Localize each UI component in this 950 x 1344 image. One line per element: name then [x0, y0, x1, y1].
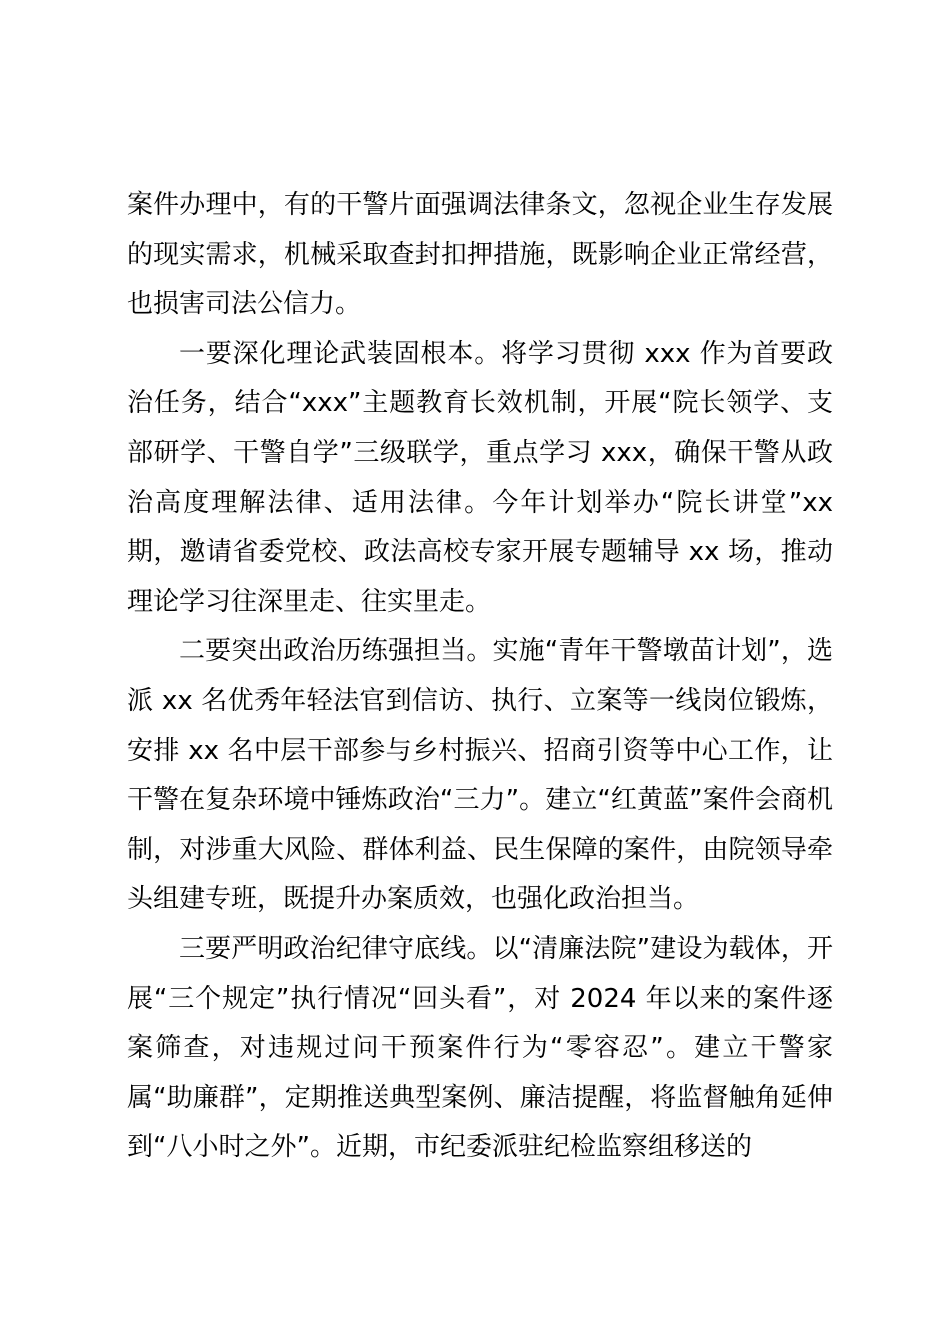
paragraph-political-discipline: 三要严明政治纪律守底线。以“清廉法院”建设为载体，开展“三个规定”执行情况“回头看”，对 2024 年以来的案件逐案筛查，对违规过问干预案件行为“零容忍”。建立干警家属“助廉群”，定期推送典型案例、廉洁提醒，将监督触角延伸到“八小时之外”。近期，市纪委派驻纪检监察组移送的 — [127, 933, 833, 1163]
document-body — [127, 181, 833, 1173]
paragraph-continuation: 案件办理中，有的干警片面强调法律条文，忽视企业生存发展的现实需求，机械采取查封扣押措施，既影响企业正常经营，也损害司法公信力。 — [127, 190, 833, 320]
paragraph-theory-study: 一要深化理论武装固根本。将学习贯彻 xxx 作为首要政治任务，结合“xxx”主题教育长效机制，开展“院长领学、支部研学、干警自学”三级联学，重点学习 xxx，确保干警从政治高度理解法律、适用法律。今年计划举办“院长讲堂”xx 期，邀请省委党校、政法高校专家开展专题辅导 xx 场，推动理论学习往深里走、往实里走。 — [127, 338, 833, 617]
paragraph-political-training: 二要突出政治历练强担当。实施“青年干警墩苗计划”，选派 xx 名优秀年轻法官到信访、执行、立案等一线岗位锻炼，安排 xx 名中层干部参与乡村振兴、招商引资等中心工作，让干警在复杂环境中锤炼政治“三力”。建立“红黄蓝”案件会商机制，对涉重大风险、群体利益、民生保障的案件，由院领导牵头组建专班，既提升办案质效，也强化政治担当。 — [127, 636, 833, 915]
